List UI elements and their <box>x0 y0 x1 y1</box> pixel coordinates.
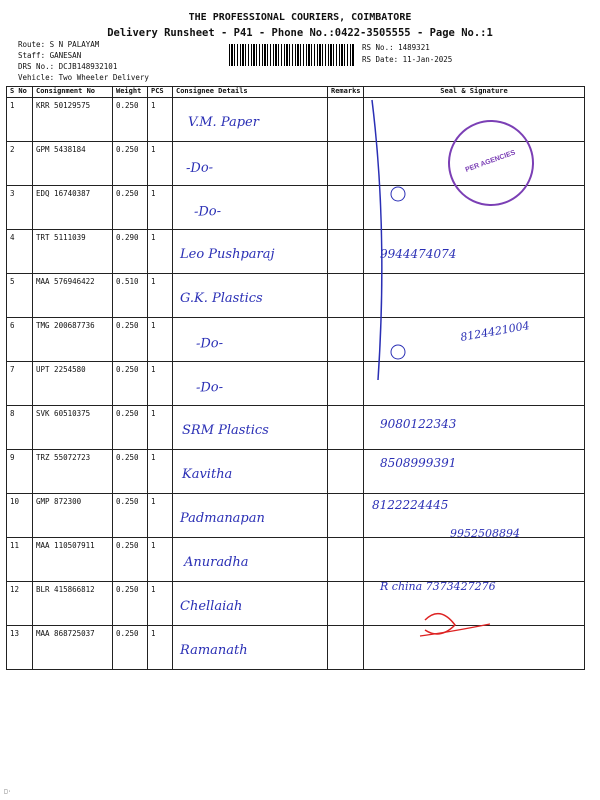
row-consignment: UPT 2254580 <box>33 362 113 406</box>
row-pcs: 1 <box>148 582 173 626</box>
row-pcs: 1 <box>148 406 173 450</box>
row-sno: 4 <box>7 230 33 274</box>
signature-phone: 8508999391 <box>380 456 457 470</box>
row-consignment: TMG 200687736 <box>33 318 113 362</box>
row-weight: 0.250 <box>113 626 148 670</box>
row-sno: 6 <box>7 318 33 362</box>
row-sno: 5 <box>7 274 33 318</box>
row-consignment: MAA 868725037 <box>33 626 113 670</box>
row-sno: 10 <box>7 494 33 538</box>
agency-stamp: PER AGENCIES <box>436 108 546 218</box>
row-consignment: GMP 872300 <box>33 494 113 538</box>
row-weight: 0.250 <box>113 406 148 450</box>
row-pcs: 1 <box>148 98 173 142</box>
row-pcs: 1 <box>148 186 173 230</box>
row-consignment: TRZ 55072723 <box>33 450 113 494</box>
row-consignment: BLR 415866812 <box>33 582 113 626</box>
row-weight: 0.250 <box>113 450 148 494</box>
col-weight: Weight <box>113 87 148 98</box>
consignee-handwriting: V.M. Paper <box>188 115 259 130</box>
consignee-handwriting: Leo Pushparaj <box>180 247 275 262</box>
runsheet-subtitle: Delivery Runsheet - P41 - Phone No.:0422-3505555 - Page No.:1 <box>107 27 493 39</box>
row-pcs: 1 <box>148 230 173 274</box>
rs-number: RS No.: 1489321 <box>362 43 430 52</box>
signature-phone: R china 7373427276 <box>380 580 496 593</box>
row-consignment: TRT 5111039 <box>33 230 113 274</box>
consignee-handwriting: -Do- <box>193 203 222 220</box>
signature-phone: 9952508894 <box>450 527 520 540</box>
signature-phone: 8124421004 <box>459 319 531 344</box>
row-weight: 0.290 <box>113 230 148 274</box>
row-weight: 0.510 <box>113 274 148 318</box>
signature-phone: 9080122343 <box>380 417 457 431</box>
signature-phone: 9944474074 <box>380 247 457 261</box>
col-remarks: Remarks <box>328 87 364 98</box>
company-title: THE PROFESSIONAL COURIERS, COIMBATORE <box>188 12 412 23</box>
row-weight: 0.250 <box>113 582 148 626</box>
rs-date: RS Date: 11-Jan-2025 <box>362 55 453 64</box>
row-weight: 0.250 <box>113 186 148 230</box>
row-sno: 1 <box>7 98 33 142</box>
staff-label: Staff: GANESAN <box>18 51 82 60</box>
consignee-handwriting: Anuradha <box>184 555 249 570</box>
row-pcs: 1 <box>148 538 173 582</box>
consignee-handwriting: Kavitha <box>182 467 233 482</box>
consignee-handwriting: -Do- <box>195 335 224 352</box>
row-pcs: 1 <box>148 450 173 494</box>
col-consignment: Consignment No <box>33 87 113 98</box>
row-pcs: 1 <box>148 274 173 318</box>
consignee-handwriting: SRM Plastics <box>182 423 269 438</box>
col-sno: S No <box>7 87 33 98</box>
row-weight: 0.250 <box>113 98 148 142</box>
vehicle-label: Vehicle: Two Wheeler Delivery <box>18 73 149 82</box>
signature-bracket <box>372 100 382 380</box>
consignee-handwriting: Chellaiah <box>180 599 243 614</box>
row-pcs: 1 <box>148 626 173 670</box>
circled-mark <box>391 345 405 359</box>
col-signature: Seal & Signature <box>364 87 585 98</box>
row-sno: 3 <box>7 186 33 230</box>
row-weight: 0.250 <box>113 362 148 406</box>
consignee-handwriting: Ramanath <box>180 643 248 658</box>
consignee-handwriting: G.K. Plastics <box>180 291 263 306</box>
row-consignment: MAA 110507911 <box>33 538 113 582</box>
row-sno: 7 <box>7 362 33 406</box>
col-pcs: PCS <box>148 87 173 98</box>
row-pcs: 1 <box>148 362 173 406</box>
circled-mark <box>391 187 405 201</box>
row-pcs: 1 <box>148 142 173 186</box>
row-sno: 11 <box>7 538 33 582</box>
consignee-handwriting: Padmanapan <box>180 511 265 526</box>
row-sno: 13 <box>7 626 33 670</box>
row-consignment: EDQ 16740387 <box>33 186 113 230</box>
row-consignment: SVK 60510375 <box>33 406 113 450</box>
row-sno: 2 <box>7 142 33 186</box>
row-consignment: MAA 576946422 <box>33 274 113 318</box>
col-consignee: Consignee Details <box>173 87 328 98</box>
route-label: Route: S N PALAYAM <box>18 40 100 49</box>
row-pcs: 1 <box>148 494 173 538</box>
row-sno: 9 <box>7 450 33 494</box>
row-sno: 12 <box>7 582 33 626</box>
footer-mark: □· <box>4 788 12 795</box>
consignee-handwriting: -Do- <box>195 379 224 396</box>
row-sno: 8 <box>7 406 33 450</box>
row-weight: 0.250 <box>113 142 148 186</box>
row-consignment: GPM 5438184 <box>33 142 113 186</box>
consignee-handwriting: -Do- <box>185 160 214 177</box>
drs-label: DRS No.: DCJB148932101 <box>18 62 118 71</box>
row-pcs: 1 <box>148 318 173 362</box>
row-weight: 0.250 <box>113 494 148 538</box>
row-consignment: KRR 50129575 <box>33 98 113 142</box>
signature-phone: 8122224445 <box>372 498 449 512</box>
row-weight: 0.250 <box>113 538 148 582</box>
row-weight: 0.250 <box>113 318 148 362</box>
